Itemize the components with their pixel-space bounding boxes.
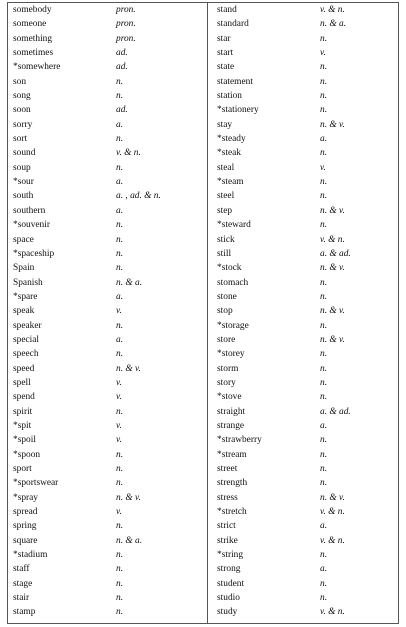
vocab-entry: [208, 175, 399, 189]
entry-part-of-speech: v. & n.: [116, 148, 141, 159]
entry-part-of-speech: v.: [116, 392, 122, 403]
entry-part-of-speech: n.: [320, 277, 328, 288]
entry-word: *storey: [217, 349, 245, 360]
vocab-entry: [208, 75, 399, 89]
vocab-entry: [208, 591, 399, 605]
vocab-entry: [7, 448, 207, 462]
vocab-entry: [7, 376, 207, 390]
vocab-entry: [208, 333, 399, 347]
vocab-entry: [7, 476, 207, 490]
entry-part-of-speech: a.: [320, 420, 328, 431]
entry-part-of-speech: n.: [320, 76, 328, 87]
entry-word: stomach: [217, 277, 249, 288]
entry-part-of-speech: a.: [116, 334, 124, 345]
vocab-entry: [7, 3, 207, 17]
vocab-entry: [7, 175, 207, 189]
vocab-entry: [208, 233, 399, 247]
entry-part-of-speech: n. & a.: [320, 19, 347, 30]
vocab-entry: [208, 462, 399, 476]
entry-word: *stove: [217, 392, 242, 403]
entry-word: sport: [13, 464, 32, 474]
entry-word: *spare: [13, 291, 38, 302]
entry-part-of-speech: n.: [320, 33, 328, 44]
vocab-entry: [208, 519, 399, 533]
vocab-entry: [7, 505, 207, 519]
entry-part-of-speech: n.: [116, 263, 124, 274]
entry-part-of-speech: n.: [320, 291, 328, 302]
entry-word: statement: [217, 76, 253, 87]
entry-part-of-speech: pron.: [116, 19, 136, 30]
entry-word: space: [13, 234, 34, 245]
vocab-entry: [7, 562, 207, 576]
entry-word: *stock: [217, 263, 242, 274]
entry-part-of-speech: n.: [116, 521, 124, 532]
vocab-entry: [208, 304, 399, 318]
entry-part-of-speech: n.: [320, 191, 328, 202]
vocab-entry: [7, 103, 207, 117]
right-column: [208, 3, 399, 620]
entry-word: *spoil: [13, 435, 36, 446]
vocab-entry: [7, 247, 207, 261]
entry-part-of-speech: ad.: [116, 62, 128, 73]
entry-part-of-speech: n.: [116, 76, 124, 87]
entry-part-of-speech: n. & v.: [116, 492, 141, 503]
entry-word: *steak: [217, 148, 241, 159]
entry-part-of-speech: n.: [116, 220, 124, 231]
entry-part-of-speech: n. & v.: [320, 263, 345, 274]
vocab-entry: [7, 390, 207, 404]
entry-part-of-speech: ad.: [116, 48, 128, 59]
vocab-entry: [7, 276, 207, 290]
entry-word: stage: [13, 578, 33, 589]
vocab-entry: [7, 405, 207, 419]
vocab-entry: [7, 534, 207, 548]
entry-word: *sportswear: [13, 478, 59, 489]
entry-word: south: [13, 191, 34, 202]
vocab-entry: [7, 419, 207, 433]
entry-word: strong: [217, 564, 241, 575]
entry-word: sound: [13, 148, 36, 159]
entry-part-of-speech: n.: [320, 392, 328, 403]
vocab-entry: [208, 362, 399, 376]
vocab-entry: [7, 60, 207, 74]
vocab-entry: [208, 476, 399, 490]
entry-part-of-speech: n.: [320, 148, 328, 159]
vocab-entry: [7, 347, 207, 361]
vocab-entry: [208, 548, 399, 562]
entry-word: stone: [217, 291, 237, 302]
entry-word: *storage: [217, 320, 249, 331]
entry-word: study: [217, 607, 238, 618]
vocab-entry: [208, 562, 399, 576]
entry-part-of-speech: n.: [116, 578, 124, 589]
vocab-entry: [208, 189, 399, 203]
vocab-entry: [7, 548, 207, 562]
vocab-entry: [208, 448, 399, 462]
vocab-entry: [7, 132, 207, 146]
entry-part-of-speech: v. & n.: [320, 5, 345, 15]
vocab-entry: [208, 60, 399, 74]
entry-part-of-speech: n.: [320, 62, 328, 73]
entry-word: story: [217, 377, 236, 388]
entry-word: *somewhere: [13, 62, 61, 73]
entry-word: *souvenir: [13, 220, 50, 231]
entry-word: step: [217, 205, 233, 216]
entry-part-of-speech: n.: [116, 134, 124, 145]
vocab-entry: [7, 591, 207, 605]
entry-word: *steady: [217, 134, 246, 145]
vocab-entry: [7, 261, 207, 275]
entry-word: stair: [13, 593, 30, 604]
entry-part-of-speech: n. & v.: [116, 363, 141, 374]
vocab-entry: [208, 347, 399, 361]
entry-part-of-speech: v.: [116, 306, 122, 317]
entry-word: steel: [217, 191, 235, 202]
vocab-entry: [7, 218, 207, 232]
entry-word: storm: [217, 363, 239, 374]
entry-part-of-speech: a. & ad.: [320, 248, 351, 259]
entry-word: somebody: [13, 5, 52, 15]
entry-word: strike: [217, 535, 238, 546]
entry-part-of-speech: n.: [320, 177, 328, 188]
entry-part-of-speech: n.: [320, 91, 328, 102]
vocab-entry: [7, 605, 207, 619]
vocab-entry: [208, 146, 399, 160]
entry-word: *steam: [217, 177, 244, 188]
vocab-entry: [7, 189, 207, 203]
entry-part-of-speech: n.: [320, 464, 328, 474]
entry-part-of-speech: n.: [116, 320, 124, 331]
entry-part-of-speech: pron.: [116, 5, 136, 15]
entry-part-of-speech: a.: [116, 119, 124, 130]
entry-word: Spain: [13, 263, 35, 274]
vocab-entry: [208, 261, 399, 275]
entry-part-of-speech: n.: [116, 449, 124, 460]
entry-part-of-speech: n. & a.: [116, 535, 143, 546]
entry-word: southern: [13, 205, 46, 216]
entry-word: stop: [217, 306, 233, 317]
entry-part-of-speech: n.: [116, 248, 124, 259]
entry-word: studio: [217, 593, 240, 604]
vocab-entry: [7, 46, 207, 60]
entry-part-of-speech: n.: [116, 464, 124, 474]
entry-part-of-speech: a. & ad.: [320, 406, 351, 417]
entry-part-of-speech: pron.: [116, 33, 136, 44]
entry-word: song: [13, 91, 31, 102]
entry-part-of-speech: a.: [116, 205, 124, 216]
entry-word: *spit: [13, 420, 32, 431]
vocab-entry: [208, 3, 399, 17]
entry-word: speed: [13, 363, 35, 374]
entry-word: straight: [217, 406, 246, 417]
entry-part-of-speech: n.: [116, 478, 124, 489]
entry-word: spring: [13, 521, 37, 532]
vocab-entry: [7, 304, 207, 318]
vocab-entry: [7, 233, 207, 247]
entry-word: soon: [13, 105, 31, 116]
entry-part-of-speech: v.: [116, 420, 122, 431]
entry-word: state: [217, 62, 235, 73]
vocab-entry: [208, 32, 399, 46]
vocab-entry: [7, 290, 207, 304]
entry-word: star: [217, 33, 231, 44]
vocab-entry: [208, 319, 399, 333]
vocab-entry: [208, 218, 399, 232]
entry-word: speech: [13, 349, 39, 360]
entry-part-of-speech: n.: [320, 105, 328, 116]
vocab-entry: [208, 247, 399, 261]
vocab-entry: [208, 405, 399, 419]
entry-part-of-speech: n.: [116, 162, 124, 173]
entry-word: *strawberry: [217, 435, 262, 446]
vocab-entry: [7, 204, 207, 218]
entry-part-of-speech: n. & v.: [320, 492, 345, 503]
vocab-entry: [208, 419, 399, 433]
entry-part-of-speech: v. & n.: [320, 535, 345, 546]
entry-part-of-speech: n. & v.: [320, 205, 345, 216]
entry-part-of-speech: a.: [320, 134, 328, 145]
entry-part-of-speech: n.: [320, 320, 328, 331]
vocab-entry: [7, 89, 207, 103]
vocab-entry: [7, 161, 207, 175]
entry-part-of-speech: n.: [320, 435, 328, 446]
entry-word: *stationery: [217, 105, 259, 116]
entry-part-of-speech: n.: [320, 349, 328, 360]
entry-word: sort: [13, 134, 28, 145]
vocab-entry: [208, 491, 399, 505]
vocab-entry: [7, 17, 207, 31]
vocab-entry: [7, 433, 207, 447]
entry-word: spell: [13, 377, 31, 388]
entry-part-of-speech: v. & n.: [320, 234, 345, 245]
entry-part-of-speech: v.: [320, 48, 326, 59]
entry-word: *spray: [13, 492, 38, 503]
entry-word: stress: [217, 492, 238, 503]
entry-part-of-speech: v. & n.: [320, 507, 345, 518]
vocab-entry: [208, 276, 399, 290]
vocab-entry: [208, 89, 399, 103]
entry-word: *spaceship: [13, 248, 55, 259]
left-column: [7, 3, 207, 620]
vocab-entry: [208, 103, 399, 117]
entry-word: someone: [13, 19, 47, 30]
entry-word: strength: [217, 478, 248, 489]
entry-word: staff: [13, 564, 30, 575]
entry-part-of-speech: n.: [320, 220, 328, 231]
entry-word: standard: [217, 19, 249, 30]
entry-word: student: [217, 578, 245, 589]
entry-word: stand: [217, 5, 237, 15]
entry-part-of-speech: n.: [320, 593, 328, 604]
entry-word: *stretch: [217, 507, 247, 518]
entry-part-of-speech: a.: [116, 291, 124, 302]
vocab-entry: [208, 534, 399, 548]
vocab-entry: [208, 161, 399, 175]
vocab-entry: [7, 32, 207, 46]
entry-part-of-speech: a.: [320, 521, 328, 532]
entry-word: strange: [217, 420, 245, 431]
entry-word: special: [13, 334, 40, 345]
entry-part-of-speech: n. & v.: [320, 306, 345, 317]
entry-part-of-speech: a. , ad. & n.: [116, 191, 161, 202]
entry-part-of-speech: n.: [320, 478, 328, 489]
entry-word: strict: [217, 521, 236, 532]
entry-word: Spanish: [13, 277, 43, 288]
vocab-entry: [7, 462, 207, 476]
entry-word: son: [13, 76, 27, 87]
vocab-entry: [208, 204, 399, 218]
entry-word: *stream: [217, 449, 247, 460]
entry-part-of-speech: n.: [320, 363, 328, 374]
entry-word: *stadium: [13, 550, 48, 561]
entry-part-of-speech: a.: [116, 177, 124, 188]
vocab-entry: [208, 605, 399, 619]
entry-word: street: [217, 464, 238, 474]
vocab-entry: [208, 17, 399, 31]
entry-part-of-speech: n.: [116, 607, 124, 618]
entry-part-of-speech: n. & a.: [116, 277, 143, 288]
vocab-entry: [208, 376, 399, 390]
entry-word: station: [217, 91, 242, 102]
entry-part-of-speech: n.: [116, 406, 124, 417]
vocab-entry: [208, 433, 399, 447]
entry-word: store: [217, 334, 236, 345]
entry-part-of-speech: v. & n.: [320, 607, 345, 618]
entry-part-of-speech: v.: [116, 507, 122, 518]
entry-part-of-speech: ad.: [116, 105, 128, 116]
entry-part-of-speech: n.: [116, 550, 124, 561]
vocab-entry: [7, 146, 207, 160]
vocab-entry: [208, 46, 399, 60]
entry-word: *string: [217, 550, 244, 561]
entry-part-of-speech: n.: [320, 550, 328, 561]
vocab-entry: [7, 362, 207, 376]
entry-part-of-speech: n.: [320, 377, 328, 388]
entry-word: *sour: [13, 177, 34, 188]
vocab-entry: [208, 290, 399, 304]
vocab-entry: [208, 577, 399, 591]
entry-word: speaker: [13, 320, 42, 331]
entry-word: stick: [217, 234, 235, 245]
vocab-entry: [208, 505, 399, 519]
vocab-entry: [7, 333, 207, 347]
entry-part-of-speech: n. & v.: [320, 334, 345, 345]
entry-word: still: [217, 248, 232, 259]
entry-word: start: [217, 48, 234, 59]
entry-word: *spoon: [13, 449, 41, 460]
entry-word: *steward: [217, 220, 251, 231]
entry-word: spread: [13, 507, 38, 518]
entry-word: steal: [217, 162, 235, 173]
entry-word: spirit: [13, 406, 33, 417]
entry-part-of-speech: v.: [116, 435, 122, 446]
entry-part-of-speech: v.: [116, 377, 122, 388]
entry-word: square: [13, 535, 38, 546]
entry-word: speak: [13, 306, 35, 317]
entry-word: something: [13, 33, 53, 44]
entry-part-of-speech: v.: [320, 162, 326, 173]
entry-part-of-speech: n.: [320, 578, 328, 589]
vocab-entry: [208, 132, 399, 146]
entry-part-of-speech: n.: [116, 349, 124, 360]
vocab-entry: [7, 577, 207, 591]
vocab-entry: [7, 118, 207, 132]
vocab-entry: [7, 491, 207, 505]
entry-word: stay: [217, 119, 233, 130]
vocab-entry: [7, 319, 207, 333]
vocab-entry: [7, 75, 207, 89]
entry-part-of-speech: n.: [320, 449, 328, 460]
entry-part-of-speech: n.: [116, 564, 124, 575]
entry-word: soup: [13, 162, 31, 173]
entry-part-of-speech: n.: [116, 234, 124, 245]
entry-word: sometimes: [13, 48, 54, 59]
entry-word: sorry: [13, 119, 33, 130]
entry-word: spend: [13, 392, 35, 403]
entry-part-of-speech: a.: [320, 564, 328, 575]
entry-part-of-speech: n.: [116, 593, 124, 604]
vocab-entry: [208, 118, 399, 132]
entry-word: stamp: [13, 607, 36, 618]
vocab-entry: [208, 390, 399, 404]
entry-part-of-speech: n. & v.: [320, 119, 345, 130]
vocab-entry: [7, 519, 207, 533]
entry-part-of-speech: n.: [116, 91, 124, 102]
